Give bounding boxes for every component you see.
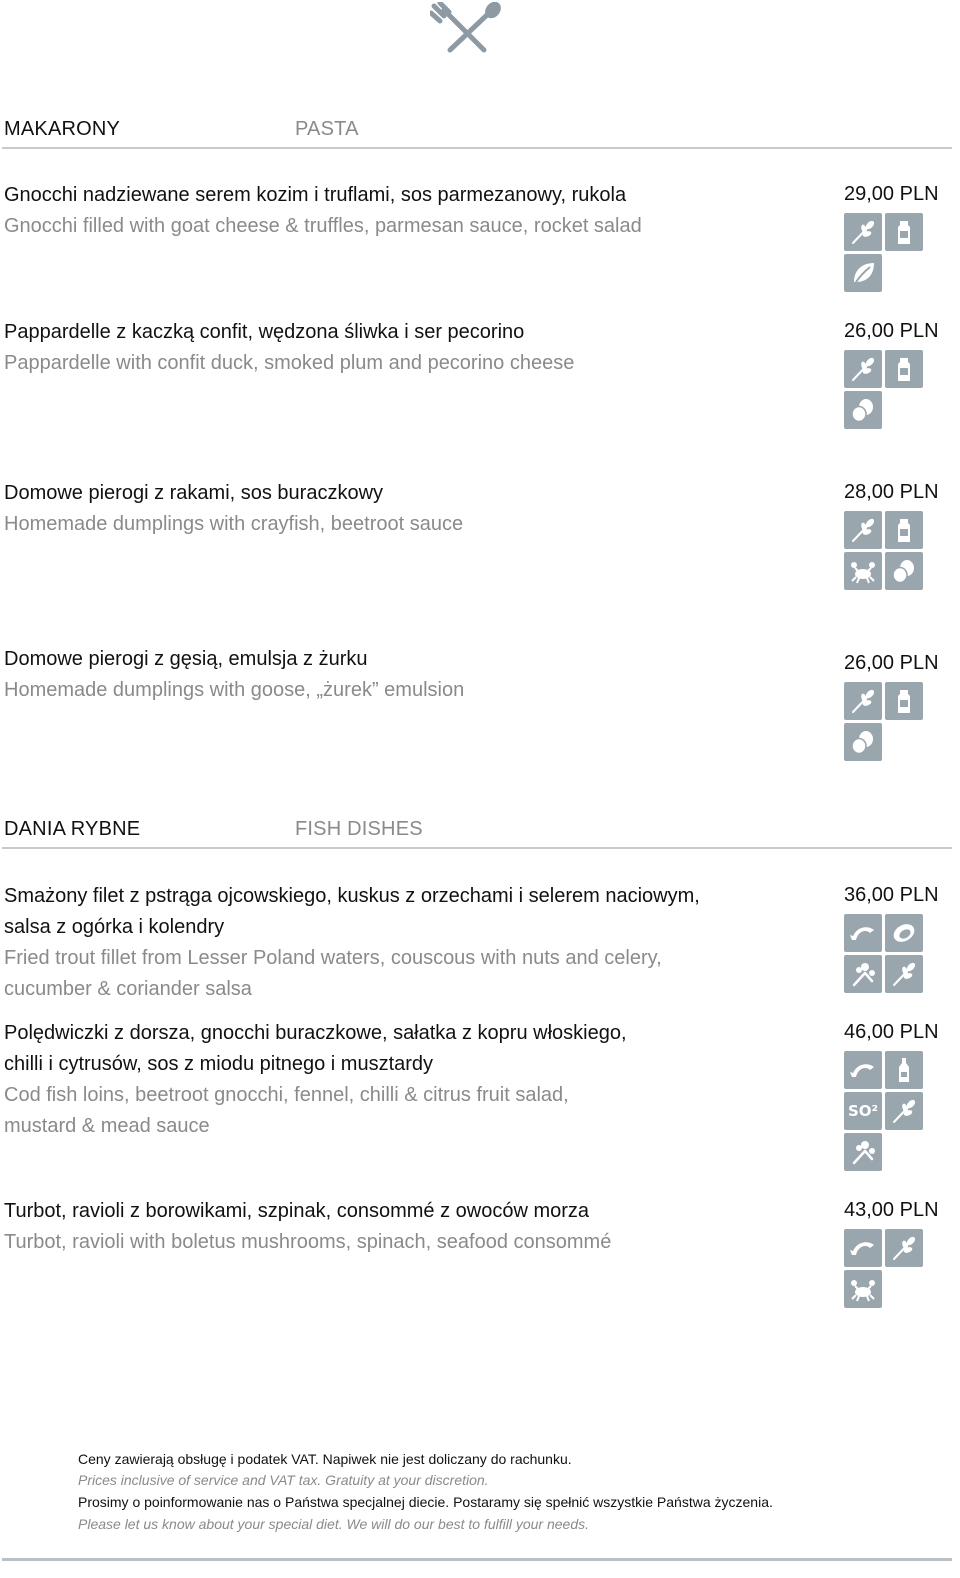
gluten-icon [885,1229,923,1267]
allergen-icons [844,1229,928,1308]
dish-name-pl-line2: chilli i cytrusów, sos z miodu pitnego i musztardy [4,1053,434,1075]
section-title-pl: DANIA RYBNE [4,818,141,840]
dish-price: 26,00 PLN [844,652,939,674]
fork-spoon-icon [430,2,502,54]
section-divider [2,147,952,149]
footer-diet-en: Please let us know about your special diet. We will do our best to fulfill your needs. [78,1516,590,1532]
allergen-icons [844,511,928,590]
footer-diet-pl: Prosimy o poinformowanie nas o Państwa specjalnej diecie. Postaramy się spełnić wszystkie Państwa życzenia. [78,1494,773,1510]
dish-price: 28,00 PLN [844,481,939,503]
nuts-icon [885,914,923,952]
dish-name-pl: Pappardelle z kaczką confit, wędzona śliwka i ser pecorino [4,321,525,343]
dish-name-en: Pappardelle with confit duck, smoked plum and pecorino cheese [4,352,575,374]
eggs-icon [844,723,882,761]
crab-icon [844,1270,882,1308]
milk-icon [885,213,923,251]
dish-name-pl: Smażony filet z pstrąga ojcowskiego, kuskus z orzechami i selerem naciowym, [4,885,700,907]
eggs-icon [844,391,882,429]
celery-icon [844,955,882,993]
milk-icon [885,511,923,549]
gluten-icon [844,350,882,388]
gluten-icon [844,682,882,720]
fish-icon [844,1229,882,1267]
dish-name-en: Cod fish loins, beetroot gnocchi, fennel, chilli & citrus fruit salad, [4,1084,569,1106]
allergen-icons [844,914,928,993]
allergen-icons [844,213,928,292]
vegetarian-leaf-icon [844,254,882,292]
dish-name-pl: Gnocchi nadziewane serem kozim i truflami, sos parmezanowy, rukola [4,184,627,206]
dish-price: 36,00 PLN [844,884,939,906]
section-title-en: PASTA [295,118,359,140]
dish-name-pl: Domowe pierogi z rakami, sos buraczkowy [4,482,384,504]
section-title-pl: MAKARONY [4,118,121,140]
dish-name-pl-line2: salsa z ogórka i kolendry [4,916,225,938]
dish-price: 26,00 PLN [844,320,939,342]
allergen-icons [844,1051,928,1171]
section-divider [2,847,952,849]
bottom-divider [2,1558,952,1561]
dish-name-en: Gnocchi filled with goat cheese & truffles, parmesan sauce, rocket salad [4,215,642,237]
footer-note-en: Prices inclusive of service and VAT tax. Gratuity at your discretion. [78,1472,489,1488]
dish-name-en: Homemade dumplings with crayfish, beetroot sauce [4,513,464,535]
dish-name-en-line2: mustard & mead sauce [4,1115,210,1137]
fish-icon [844,914,882,952]
milk-icon [885,682,923,720]
section-title-en: FISH DISHES [295,818,423,840]
dish-price: 46,00 PLN [844,1021,939,1043]
celery-icon [844,1133,882,1171]
mustard-icon [885,1051,923,1089]
sulphites-icon [844,1092,882,1130]
eggs-icon [885,552,923,590]
dish-price: 29,00 PLN [844,183,939,205]
gluten-icon [844,213,882,251]
gluten-icon [885,1092,923,1130]
dish-name-en-line2: cucumber & coriander salsa [4,978,252,1000]
crab-icon [844,552,882,590]
milk-icon [885,350,923,388]
footer-note-pl: Ceny zawierają obsługę i podatek VAT. Napiwek nie jest doliczany do rachunku. [78,1451,572,1467]
dish-name-en: Fried trout fillet from Lesser Poland waters, couscous with nuts and celery, [4,947,662,969]
fish-icon [844,1051,882,1089]
dish-name-pl: Domowe pierogi z gęsią, emulsja z żurku [4,648,368,670]
dish-price: 43,00 PLN [844,1199,939,1221]
allergen-icons [844,350,928,429]
gluten-icon [885,955,923,993]
dish-name-pl: Polędwiczki z dorsza, gnocchi buraczkowe, sałatka z kopru włoskiego, [4,1022,627,1044]
gluten-icon [844,511,882,549]
sulphites-label: SO² [847,1102,879,1120]
dish-name-pl: Turbot, ravioli z borowikami, szpinak, consommé z owoców morza [4,1200,590,1222]
dish-name-en: Turbot, ravioli with boletus mushrooms, spinach, seafood consommé [4,1231,612,1253]
allergen-icons [844,682,928,761]
dish-name-en: Homemade dumplings with goose, „żurek” emulsion [4,679,465,701]
